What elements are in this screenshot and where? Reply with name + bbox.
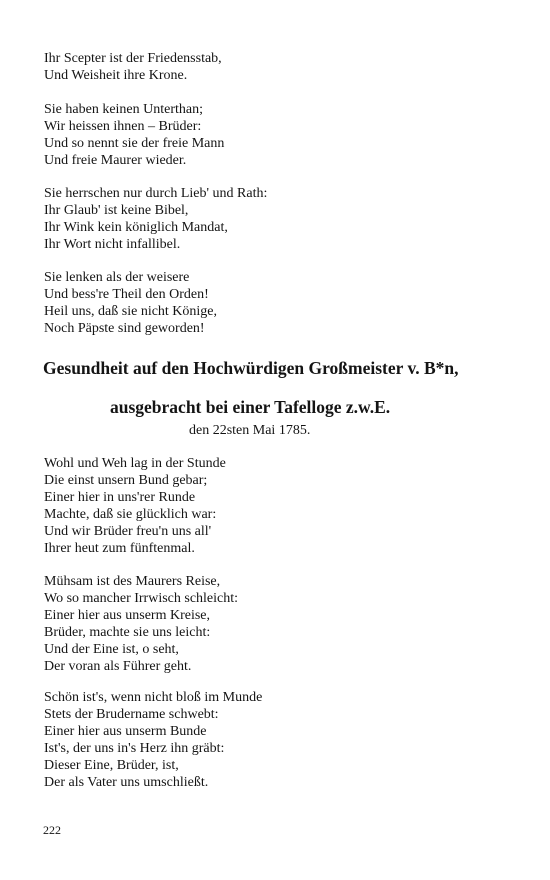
page-number: 222 — [43, 823, 61, 837]
verse-line: Einer hier aus unserm Bunde — [44, 723, 207, 739]
verse-line: Machte, daß sie glücklich war: — [44, 506, 217, 522]
verse-line: Der als Vater uns umschließt. — [44, 774, 209, 790]
verse-line: Und freie Maurer wieder. — [44, 152, 187, 168]
verse-line: Brüder, machte sie uns leicht: — [44, 624, 211, 640]
stanza-3 — [44, 186, 267, 254]
stanza-6 — [44, 574, 238, 675]
verse-line: Wo so mancher Irrwisch schleicht: — [44, 590, 239, 606]
verse-line: Sie lenken als der weisere — [44, 270, 190, 285]
verse-line: Mühsam ist des Maurers Reise, — [44, 574, 221, 589]
verse-line: Stets der Brudername schwebt: — [44, 706, 219, 722]
verse-line: Und so nennt sie der freie Mann — [44, 135, 225, 151]
verse-line: Noch Päpste sind geworden! — [44, 320, 205, 336]
stanza-1 — [44, 51, 222, 85]
verse-line: Und der Eine ist, o seht, — [44, 641, 179, 657]
stanza-2 — [44, 102, 224, 170]
verse-line: Ist's, der uns in's Herz ihn gräbt: — [44, 740, 225, 756]
verse-line: Ihrer heut zum fünftenmal. — [44, 540, 195, 556]
verse-line: Und wir Brüder freu'n uns all' — [44, 523, 212, 539]
verse-line: Wohl und Weh lag in der Stunde — [44, 456, 226, 471]
verse-line: Der voran als Führer geht. — [44, 658, 192, 674]
verse-line: Ihr Wort nicht infallibel. — [44, 236, 181, 252]
verse-line: Wir heissen ihnen – Brüder: — [44, 118, 202, 134]
verse-line: Ihr Wink kein königlich Mandat, — [44, 219, 228, 235]
verse-line: Einer hier aus unserm Kreise, — [44, 607, 210, 623]
verse-line: Schön ist's, wenn nicht bloß im Munde — [44, 690, 263, 705]
poem-title: Gesundheit auf den Hochwürdigen Großmeister v. B*n, — [43, 358, 459, 378]
verse-line: Und Weisheit ihre Krone. — [44, 67, 188, 83]
verse-line: Ihr Glaub' ist keine Bibel, — [44, 202, 189, 218]
verse-line: Heil uns, daß sie nicht Könige, — [44, 303, 218, 319]
verse-line: Sie herrschen nur durch Lieb' und Rath: — [44, 186, 268, 201]
verse-line: Die einst unsern Bund gebar; — [44, 472, 208, 488]
stanza-5 — [44, 456, 226, 557]
poem-date: den 22sten Mai 1785. — [189, 423, 311, 438]
verse-line: Einer hier in uns'rer Runde — [44, 489, 196, 505]
verse-line: Ihr Scepter ist der Friedensstab, — [44, 51, 222, 66]
poem-subtitle: ausgebracht bei einer Tafelloge z.w.E. — [110, 397, 391, 417]
verse-line: Sie haben keinen Unterthan; — [44, 102, 204, 117]
stanza-4 — [44, 270, 217, 338]
verse-line: Und bess're Theil den Orden! — [44, 286, 209, 302]
verse-line: Dieser Eine, Brüder, ist, — [44, 757, 179, 773]
stanza-7 — [44, 690, 262, 791]
